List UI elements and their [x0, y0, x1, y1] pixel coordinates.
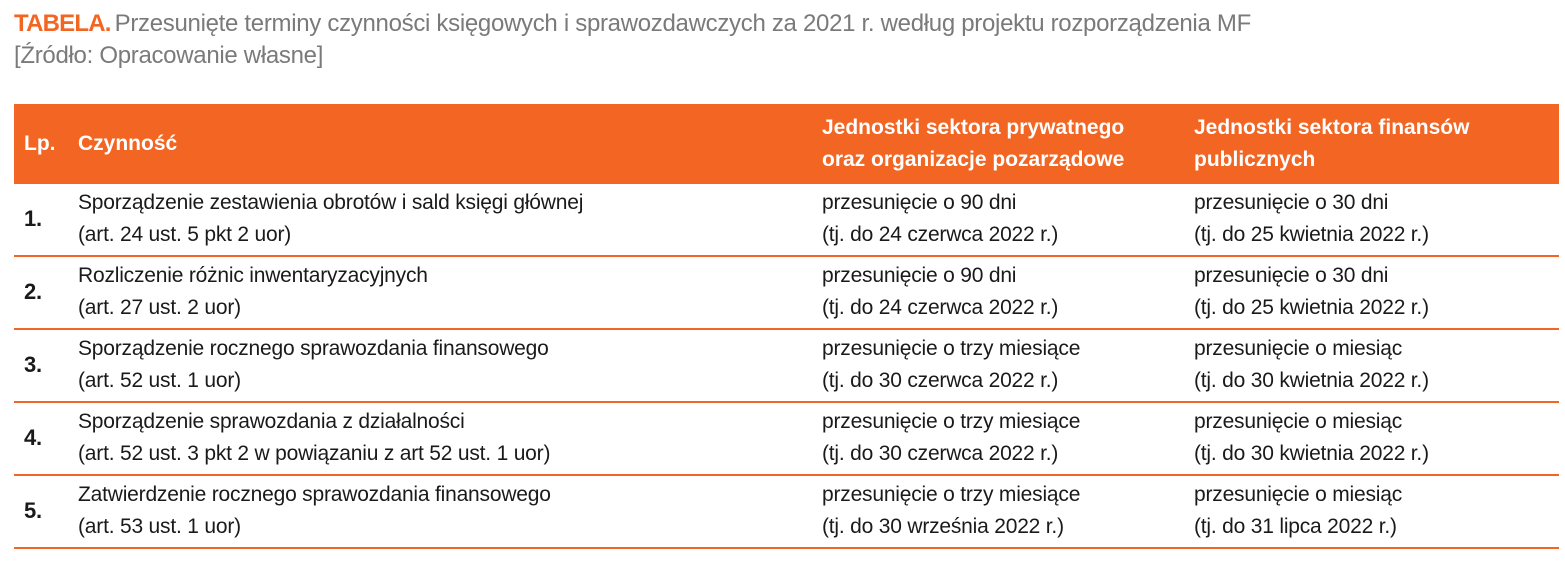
public-date: (tj. do 25 kwietnia 2022 r.)	[1194, 296, 1429, 319]
activity-name: Sporządzenie sprawozdania z działalności	[78, 410, 465, 433]
private-date: (tj. do 30 czerwca 2022 r.)	[822, 442, 1059, 465]
private-date: (tj. do 24 czerwca 2022 r.)	[822, 296, 1059, 319]
header-public-sector	[1194, 112, 1554, 176]
row-private-deadline	[822, 479, 1080, 543]
table-row	[14, 330, 1559, 403]
row-public-deadline	[1194, 479, 1402, 543]
row-number: 1.	[24, 206, 42, 231]
activity-name: Sporządzenie rocznego sprawozdania finansowego	[78, 337, 549, 360]
row-number: 5.	[24, 498, 42, 523]
header-public-line2: publicznych	[1194, 148, 1316, 171]
header-lp: Lp.	[24, 132, 56, 155]
header-public-line1: Jednostki sektora finansów	[1194, 116, 1470, 139]
public-date: (tj. do 25 kwietnia 2022 r.)	[1194, 223, 1429, 246]
row-number: 3.	[24, 352, 42, 377]
row-private-deadline	[822, 333, 1080, 397]
row-private-deadline	[822, 187, 1058, 251]
private-date: (tj. do 24 czerwca 2022 r.)	[822, 223, 1059, 246]
row-public-deadline	[1194, 333, 1429, 397]
caption-source: [Źródło: Opracowanie własne]	[14, 42, 324, 69]
public-shift: przesunięcie o miesiąc	[1194, 337, 1403, 360]
table-header	[14, 104, 1559, 184]
row-private-deadline	[822, 406, 1080, 470]
activity-legal-basis: (art. 52 ust. 3 pkt 2 w powiązaniu z art 52 ust. 1 uor)	[78, 442, 551, 465]
row-public-deadline	[1194, 260, 1429, 324]
table-row	[14, 403, 1559, 476]
public-shift: przesunięcie o miesiąc	[1194, 410, 1403, 433]
private-shift: przesunięcie o trzy miesiące	[822, 483, 1081, 506]
private-date: (tj. do 30 września 2022 r.)	[822, 515, 1064, 538]
row-activity	[78, 260, 428, 324]
row-private-deadline	[822, 260, 1058, 324]
activity-name: Sporządzenie zestawienia obrotów i sald księgi głównej	[78, 191, 584, 214]
row-activity	[78, 479, 551, 543]
activity-legal-basis: (art. 53 ust. 1 uor)	[78, 515, 241, 538]
row-public-deadline	[1194, 187, 1429, 251]
private-date: (tj. do 30 czerwca 2022 r.)	[822, 369, 1059, 392]
public-date: (tj. do 31 lipca 2022 r.)	[1194, 515, 1397, 538]
public-date: (tj. do 30 kwietnia 2022 r.)	[1194, 442, 1429, 465]
private-shift: przesunięcie o 90 dni	[822, 191, 1017, 214]
row-number: 4.	[24, 425, 42, 450]
row-activity	[78, 406, 550, 470]
caption-title-line	[14, 8, 1554, 40]
deadlines-table	[14, 104, 1559, 549]
private-shift: przesunięcie o trzy miesiące	[822, 410, 1081, 433]
table-caption	[14, 8, 1554, 72]
row-public-deadline	[1194, 406, 1429, 470]
table-row	[14, 476, 1559, 549]
caption-tag: TABELA.	[14, 10, 111, 37]
row-activity	[78, 187, 583, 251]
activity-legal-basis: (art. 52 ust. 1 uor)	[78, 369, 241, 392]
row-activity	[78, 333, 549, 397]
header-private-sector	[822, 112, 1182, 176]
table-row	[14, 257, 1559, 330]
caption-title: Przesunięte terminy czynności księgowych i sprawozdawczych za 2021 r. według projektu rozporządzenia MF	[114, 10, 1251, 37]
activity-legal-basis: (art. 24 ust. 5 pkt 2 uor)	[78, 223, 292, 246]
private-shift: przesunięcie o trzy miesiące	[822, 337, 1081, 360]
private-shift: przesunięcie o 90 dni	[822, 264, 1017, 287]
public-shift: przesunięcie o 30 dni	[1194, 191, 1389, 214]
table-row	[14, 184, 1559, 257]
activity-name: Rozliczenie różnic inwentaryzacyjnych	[78, 264, 428, 287]
activity-legal-basis: (art. 27 ust. 2 uor)	[78, 296, 241, 319]
header-private-line1: Jednostki sektora prywatnego	[822, 116, 1125, 139]
row-number: 2.	[24, 279, 42, 304]
header-activity: Czynność	[78, 132, 178, 155]
public-shift: przesunięcie o 30 dni	[1194, 264, 1389, 287]
header-private-line2: oraz organizacje pozarządowe	[822, 148, 1125, 171]
activity-name: Zatwierdzenie rocznego sprawozdania finansowego	[78, 483, 551, 506]
public-shift: przesunięcie o miesiąc	[1194, 483, 1403, 506]
public-date: (tj. do 30 kwietnia 2022 r.)	[1194, 369, 1429, 392]
